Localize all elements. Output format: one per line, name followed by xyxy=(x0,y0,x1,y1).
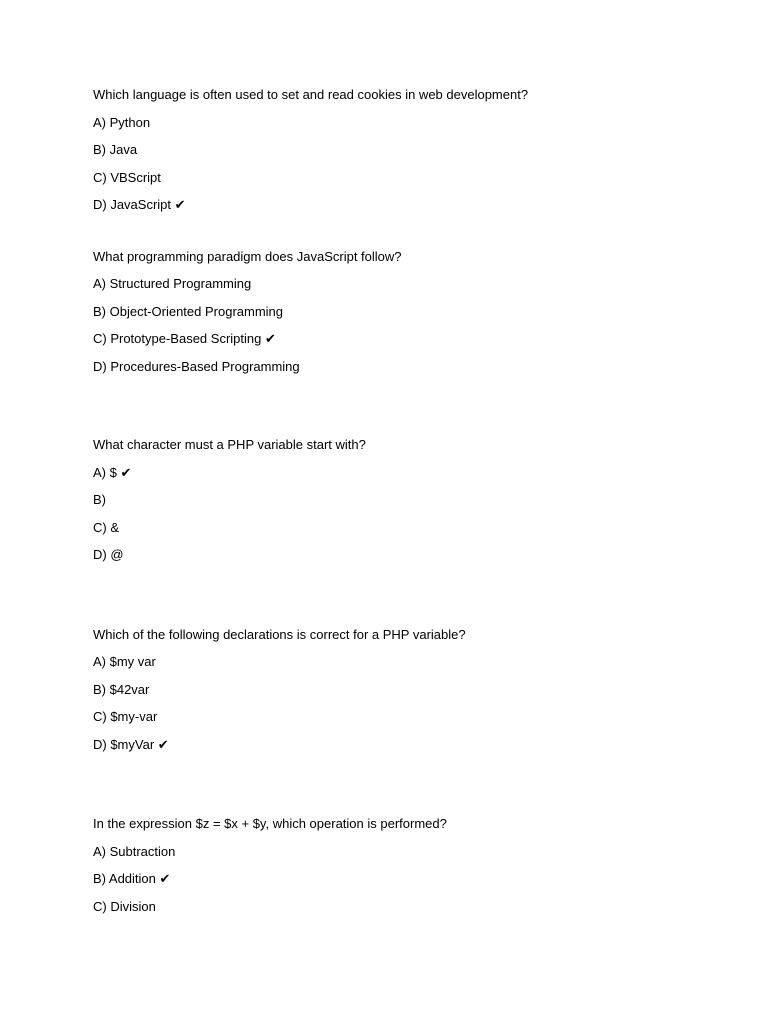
answer-option: B) Java xyxy=(93,142,138,157)
answer-option: C) Division xyxy=(93,898,156,914)
answer-option: D) @ xyxy=(93,547,124,562)
answer-option: C) VBScript xyxy=(93,169,161,185)
answer-option-correct: B) Addition ✔ xyxy=(93,871,171,886)
answer-option: A) Structured Programming xyxy=(93,276,252,291)
question-block xyxy=(93,436,713,574)
question-text: Which language is often used to set and read cookies in web development? xyxy=(93,87,529,102)
answer-option-correct: A) $ ✔ xyxy=(93,464,132,480)
answer-option: B) Object-Oriented Programming xyxy=(93,303,284,319)
quiz-document xyxy=(93,86,713,925)
answer-option: D) Procedures-Based Programming xyxy=(93,358,300,374)
answer-option-correct: C) Prototype-Based Scripting ✔ xyxy=(93,331,276,346)
answer-option: A) Python xyxy=(93,114,151,130)
question-block xyxy=(93,248,713,386)
answer-option: B) xyxy=(93,492,106,507)
answer-option: C) $my-var xyxy=(93,709,158,724)
answer-option: B) $42var xyxy=(93,681,150,697)
answer-option-correct: D) $myVar ✔ xyxy=(93,736,169,752)
answer-option: A) $my var xyxy=(93,654,156,669)
answer-option-correct: D) JavaScript ✔ xyxy=(93,197,186,212)
question-text: Which of the following declarations is correct for a PHP variable? xyxy=(93,626,466,642)
answer-option: A) Subtraction xyxy=(93,843,176,859)
question-block xyxy=(93,86,713,224)
question-text: In the expression $z = $x + $y, which operation is performed? xyxy=(93,816,447,831)
question-block xyxy=(93,626,713,764)
answer-option: C) & xyxy=(93,519,119,535)
question-text: What character must a PHP variable start with? xyxy=(93,437,366,452)
question-text: What programming paradigm does JavaScript follow? xyxy=(93,248,402,264)
question-block xyxy=(93,815,713,925)
